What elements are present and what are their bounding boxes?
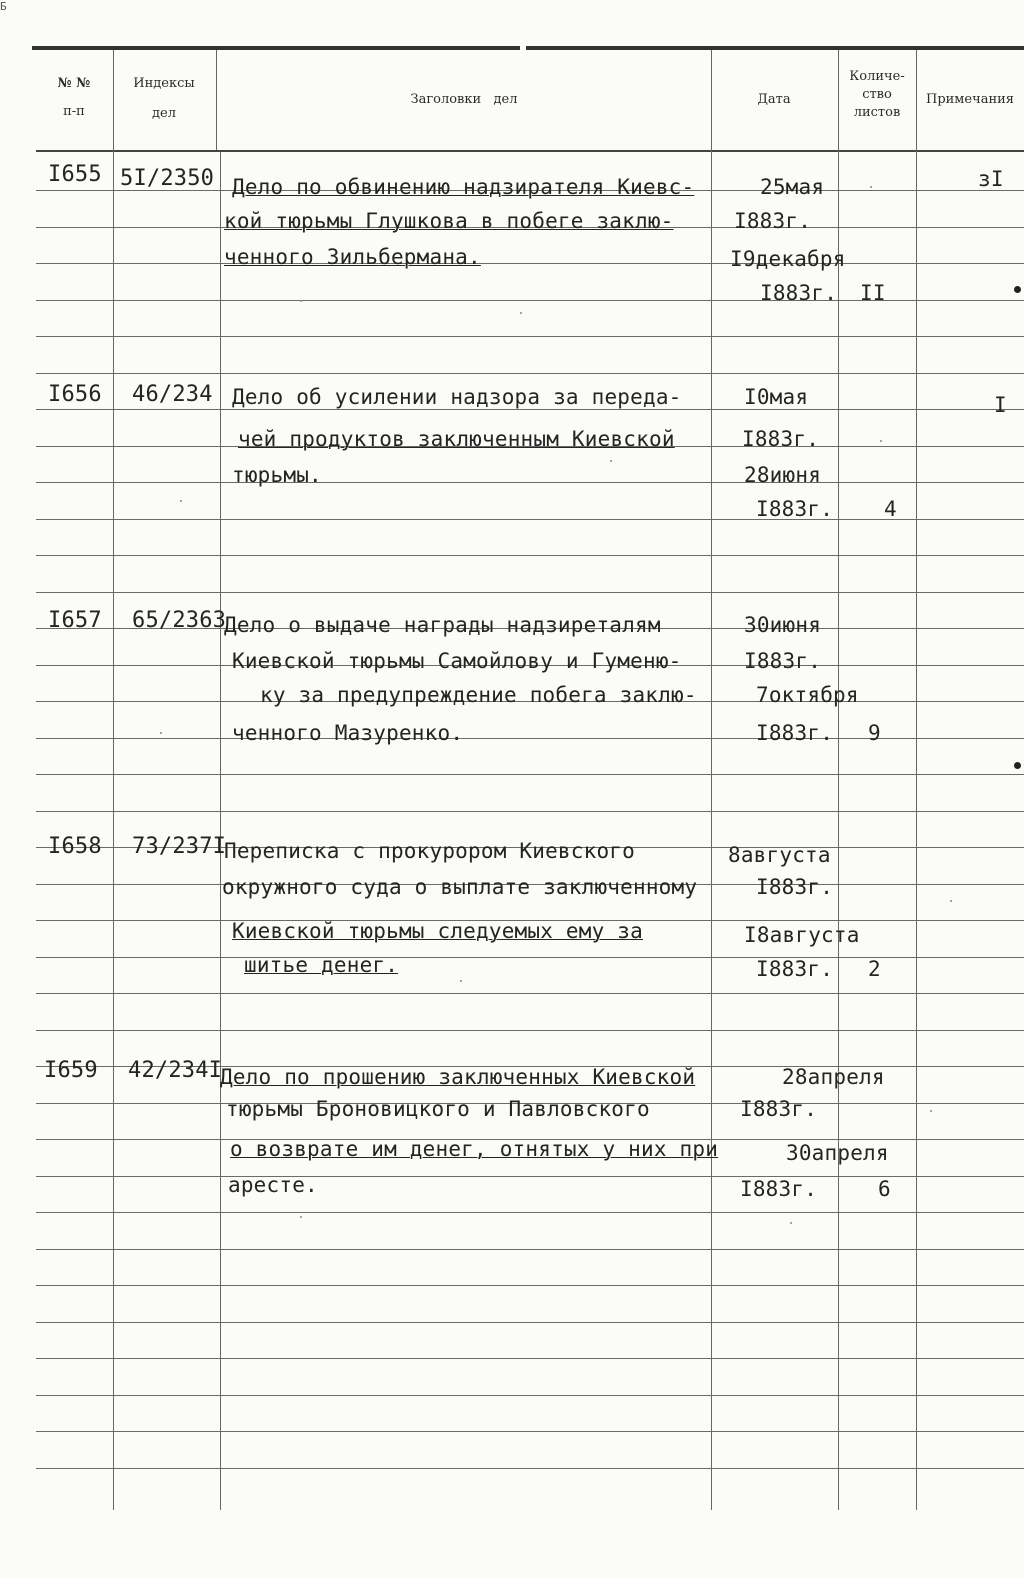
ruled-line <box>36 1212 1024 1213</box>
header-title: Заголовки дел <box>410 92 518 107</box>
record-4-index: 73/237I <box>132 834 227 859</box>
record-2-date-line-3: 28июня <box>744 463 822 487</box>
header-sheets-line2: ство <box>862 87 892 102</box>
record-1-note: зI <box>978 167 1004 191</box>
header-date: Дата <box>757 92 791 107</box>
header-index <box>114 74 214 124</box>
header-number-line2: п-п <box>63 104 85 119</box>
record-5-date-line-4: I883г. <box>740 1177 818 1201</box>
record-1-title-line-1: Дело по обвинению надзирателя Киевс- <box>232 175 695 199</box>
ruled-line <box>36 1468 1024 1469</box>
header-index-line1: Индексы <box>133 76 195 91</box>
record-5-title-line-4: аресте. <box>228 1173 318 1197</box>
ruled-line <box>36 482 1024 483</box>
header-number <box>36 74 112 122</box>
record-3-index: 65/2363 <box>132 608 227 633</box>
record-5-title-line-2: тюрьмы Броновицкого и Павловского <box>226 1097 650 1121</box>
header-sheets-line3: листов <box>853 105 901 120</box>
col-divider-5 <box>916 50 917 1510</box>
record-2-date-line-2: I883г. <box>742 427 820 451</box>
record-3-title-line-1: Дело о выдаче награды надзиреталям <box>224 613 661 637</box>
header-sheets-line1: Количе- <box>849 69 905 84</box>
header-number-line1: № № <box>57 76 91 91</box>
ruled-line <box>36 519 1024 520</box>
record-2-number: I656 <box>48 382 102 407</box>
col-divider-1 <box>113 50 114 1510</box>
record-3-date-line-3: 7октября <box>756 683 859 707</box>
scan-speck <box>300 300 302 302</box>
record-5-date-line-1: 28апреля <box>782 1065 885 1089</box>
header-index-line2: дел <box>152 106 176 121</box>
record-3-title-line-3: ку за предупреждение побега заклю- <box>260 683 697 707</box>
record-5-sheets: 6 <box>878 1177 891 1201</box>
ruled-line <box>36 555 1024 556</box>
ruled-line <box>36 1030 1024 1031</box>
record-4-number: I658 <box>48 834 102 859</box>
ruled-line <box>36 1395 1024 1396</box>
scan-speck <box>790 1222 792 1224</box>
record-2-title-line-2: чей продуктов заключенным Киевской <box>238 427 675 451</box>
record-4-date-line-2: I883г. <box>756 875 834 899</box>
record-4-date-line-1: 8августа <box>728 843 831 867</box>
record-1-date-line-2: I883г. <box>734 209 812 233</box>
record-4-sheets: 2 <box>868 957 881 981</box>
scan-speck <box>950 900 952 902</box>
record-5-title-line-1: Дело по прошению заключенных Киевской <box>220 1065 696 1089</box>
record-1-date-line-1: 25мая <box>760 175 825 199</box>
top-rule <box>32 46 520 50</box>
record-5-date-line-2: I883г. <box>740 1097 818 1121</box>
scan-speck <box>460 980 462 982</box>
ruled-line <box>36 1285 1024 1286</box>
record-4-title-line-3: Киевской тюрьмы следуемых ему за <box>232 919 643 943</box>
scan-speck <box>610 460 612 462</box>
col-divider-2 <box>216 50 217 150</box>
record-4-title-line-4: шитье денег. <box>244 953 399 977</box>
scan-speck <box>520 312 522 314</box>
record-3-date-line-4: I883г. <box>756 721 834 745</box>
record-2-date-line-4: I883г. <box>756 497 834 521</box>
record-1-title-line-3: ченного Зильбермана. <box>224 245 481 269</box>
record-2-sheets: 4 <box>884 497 897 521</box>
ruled-line <box>36 811 1024 812</box>
corner-mark: Б <box>0 0 7 13</box>
record-4-date-line-4: I883г. <box>756 957 834 981</box>
record-3-sheets: 9 <box>868 721 881 745</box>
record-1-title-line-2: кой тюрьмы Глушкова в побеге заклю- <box>224 209 674 233</box>
record-2-index: 46/234 <box>132 382 213 407</box>
ruled-line <box>36 592 1024 593</box>
record-4-title-line-2: окружного суда о выплате заключенному <box>222 875 698 899</box>
ruled-line <box>36 1176 1024 1177</box>
ruled-line <box>36 1249 1024 1250</box>
ruled-line <box>36 373 1024 374</box>
record-2-note: I <box>994 393 1007 417</box>
record-1-index: 5I/2350 <box>120 166 215 191</box>
record-1-number: I655 <box>48 162 102 187</box>
ruled-line <box>36 336 1024 337</box>
record-1-date-line-3: I9декабря <box>730 247 846 271</box>
scan-speck <box>880 440 882 442</box>
scan-speck <box>180 500 182 502</box>
record-3-date-line-1: 30июня <box>744 613 822 637</box>
punch-hole-mark <box>1014 762 1021 769</box>
record-3-number: I657 <box>48 608 102 633</box>
record-5-index: 42/234I <box>128 1058 223 1083</box>
record-4-title-line-1: Переписка с прокурором Киевского <box>224 839 635 863</box>
record-3-title-line-4: ченного Мазуренко. <box>232 721 464 745</box>
scan-speck <box>870 186 872 188</box>
header-notes: Примечания <box>925 92 1014 107</box>
col-divider-3 <box>711 50 712 1510</box>
record-5-date-line-3: 30апреля <box>786 1141 889 1165</box>
record-2-title-line-1: Дело об усилении надзора за переда- <box>232 385 682 409</box>
ruled-line <box>36 1322 1024 1323</box>
record-3-title-line-2: Киевской тюрьмы Самойлову и Гуменю- <box>232 649 682 673</box>
record-2-title-line-3: тюрьмы. <box>232 463 322 487</box>
record-3-date-line-2: I883г. <box>744 649 822 673</box>
record-4-date-line-3: I8августа <box>744 923 860 947</box>
ruled-line <box>36 993 1024 994</box>
ruled-line <box>36 774 1024 775</box>
record-1-sheets: II <box>860 281 886 305</box>
top-rule-right <box>526 46 1024 50</box>
record-2-date-line-1: I0мая <box>744 385 809 409</box>
header-sheets <box>838 68 916 122</box>
scan-speck <box>300 1216 302 1218</box>
ruled-line <box>36 1358 1024 1359</box>
header-bottom-rule <box>36 150 1024 152</box>
scan-speck <box>930 1110 932 1112</box>
record-5-title-line-3: о возврате им денег, отнятых у них при <box>230 1137 719 1161</box>
scan-speck <box>160 732 162 734</box>
record-5-number: I659 <box>44 1058 98 1083</box>
ruled-line <box>36 263 1024 264</box>
ruled-line <box>36 1431 1024 1432</box>
punch-hole-mark <box>1014 286 1021 293</box>
record-1-date-line-4: I883г. <box>760 281 838 305</box>
